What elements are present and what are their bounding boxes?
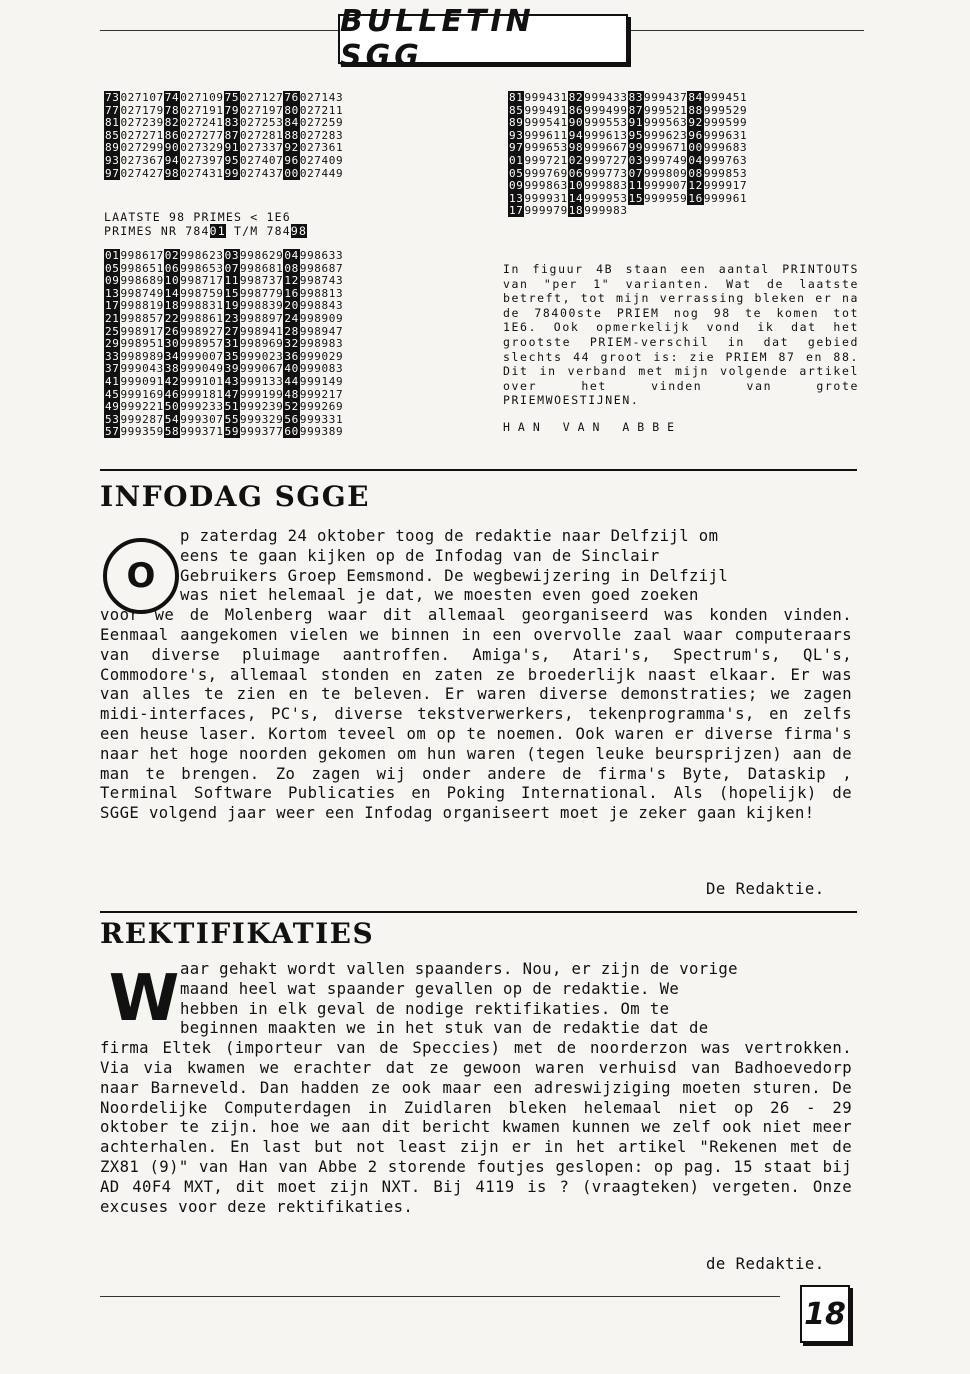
prime-value: 998717	[180, 274, 224, 288]
prime-value: 999623	[644, 128, 688, 142]
prime-index: 09	[509, 179, 524, 193]
prime-value: 998983	[299, 337, 344, 351]
prime-index: 79	[224, 103, 240, 117]
prime-index: 75	[224, 91, 240, 104]
prime-index: 03	[628, 153, 644, 167]
prime-index: 90	[568, 116, 584, 130]
prime-index: 12	[688, 179, 703, 193]
prime-value: 027427	[120, 166, 164, 180]
prime-value: 027431	[180, 166, 224, 180]
prime-value: 999863	[524, 179, 568, 193]
prime-value: 027239	[120, 116, 164, 130]
prime-index: 45	[105, 387, 120, 401]
prime-value: 998927	[180, 324, 224, 338]
prime-index: 39	[224, 362, 240, 376]
prime-index: 96	[284, 153, 299, 167]
printout-top-left	[104, 92, 343, 180]
prime-value: 999007	[180, 349, 224, 363]
prime-index: 21	[105, 311, 120, 325]
prime-value: 999091	[120, 374, 164, 388]
prime-index: 15	[224, 286, 240, 300]
prime-value: 998617	[120, 249, 164, 262]
prime-value: 027253	[240, 116, 284, 130]
prime-index: 51	[224, 400, 240, 414]
prime-index: 91	[224, 141, 240, 155]
figure-note-author: HAN VAN ABBE	[503, 419, 683, 434]
prime-value: 998917	[120, 324, 164, 338]
prime-value: 999101	[180, 374, 224, 388]
prime-value: 999239	[240, 400, 284, 414]
prime-index: 59	[224, 425, 240, 439]
prime-index: 10	[164, 274, 180, 288]
prime-index: 84	[688, 91, 703, 104]
prime-value: 999541	[524, 116, 568, 130]
prime-index: 32	[284, 337, 299, 351]
prime-index: 53	[105, 412, 120, 426]
prime-index: 23	[224, 311, 240, 325]
prime-value: 027281	[240, 128, 284, 142]
infodag-signature: De Redaktie.	[706, 880, 825, 898]
prime-index: 02	[164, 249, 180, 262]
prime-index: 01	[105, 249, 120, 262]
prime-index: 34	[164, 349, 180, 363]
prime-index: 18	[568, 204, 584, 218]
prime-value: 999377	[240, 425, 284, 439]
prime-value: 998831	[180, 299, 224, 313]
prime-value: 027211	[299, 103, 344, 117]
prime-index: 85	[509, 103, 524, 117]
prime-index: 94	[164, 153, 180, 167]
prime-index: 19	[224, 299, 240, 313]
prime-index: 91	[628, 116, 644, 130]
prime-value: 999763	[703, 153, 748, 167]
prime-index: 20	[284, 299, 299, 313]
prime-value: 999773	[584, 166, 628, 180]
prime-index: 58	[164, 425, 180, 439]
prime-value: 998653	[180, 261, 224, 275]
prime-index: 92	[688, 116, 703, 130]
prime-index: 36	[284, 349, 299, 363]
prime-value: 998759	[180, 286, 224, 300]
prime-value: 027407	[240, 153, 284, 167]
prime-value: 999907	[644, 179, 688, 193]
prime-value: 999221	[120, 400, 164, 414]
prime-value: 999883	[584, 179, 628, 193]
printout-row	[104, 426, 343, 439]
prime-value: 999979	[524, 204, 568, 218]
prime-value: 027409	[299, 153, 344, 167]
prime-index: 82	[568, 91, 584, 104]
prime-index: 55	[224, 412, 240, 426]
prime-index: 85	[105, 128, 120, 142]
rektifikaties-body: aar gehakt wordt vallen spaanders. Nou, er zijn de vorige maand heel wat spaander gevallen op de redaktie. We hebben in elk geval de nodige rektifikaties. Om te beginnen maakten we in het stuk van de redaktie dat de firma Eltek (importeur van de Speccies) met de noorderzon was vertrokken. Via via kwamen we erachter dat ze gewoon waren verhuisd van Badhoevedorp naar Barneveld. Dan hadden ze ook maar een adreswijziging moeten sturen. De Noordelijke Computerdagen in Zuidlaren bleken helemaal niet op 26 - 29 oktober te zijn. hoe we aan dit bericht kwamen kunnen we zelf ook niet meer achterhalen. En last but not least zijn er in het artikel "Rekenen met de ZX81 (9)" van Han van Abbe 2 storende foutjes geslopen: op pag. 15 staat bij AD 40F4 MXT, dit moet zijn NXT. Bij 4119 is ? (vraagteken) vergeten. Onze excuses voor deze rektifikaties.	[100, 960, 852, 1216]
prime-value: 999671	[644, 141, 688, 155]
prime-value: 999769	[524, 166, 568, 180]
prime-value: 999653	[524, 141, 568, 155]
caption-line-2: PRIMES NR 78401 T/M 78498	[104, 224, 308, 238]
rektifikaties-dropcap: W	[108, 962, 180, 1036]
prime-value: 999133	[240, 374, 284, 388]
prime-index: 93	[509, 128, 524, 142]
prime-index: 27	[224, 324, 240, 338]
prime-index: 06	[568, 166, 584, 180]
prime-value: 999359	[120, 425, 164, 439]
prime-value: 027241	[180, 116, 224, 130]
prime-value: 999491	[524, 103, 568, 117]
header-rule-right	[624, 30, 864, 31]
prime-index: 08	[688, 166, 703, 180]
prime-index: 47	[224, 387, 240, 401]
prime-value: 999721	[524, 153, 568, 167]
prime-index: 78	[164, 103, 180, 117]
prime-value: 999329	[240, 412, 284, 426]
prime-index: 86	[568, 103, 584, 117]
prime-index: 98	[568, 141, 584, 155]
prime-index: 73	[105, 91, 120, 104]
prime-index: 81	[509, 91, 524, 104]
prime-value: 998857	[120, 311, 164, 325]
prime-value: 999269	[299, 400, 344, 414]
prime-index: 33	[105, 349, 120, 363]
prime-index: 10	[568, 179, 584, 193]
prime-value: 027299	[120, 141, 164, 155]
printout-bottom-left	[104, 250, 343, 439]
prime-value: 999809	[644, 166, 688, 180]
prime-value: 998687	[299, 261, 344, 275]
prime-index: 46	[164, 387, 180, 401]
prime-index: 15	[628, 191, 644, 205]
prime-index: 22	[164, 311, 180, 325]
prime-index: 96	[688, 128, 703, 142]
prime-value: 999983	[584, 204, 628, 218]
prime-value: 999961	[703, 191, 748, 205]
prime-index: 16	[284, 286, 299, 300]
prime-index: 13	[509, 191, 524, 205]
prime-index: 43	[224, 374, 240, 388]
prime-value: 027367	[120, 153, 164, 167]
prime-value: 999169	[120, 387, 164, 401]
prime-value: 999389	[299, 425, 344, 439]
prime-value: 999931	[524, 191, 568, 205]
prime-index: 82	[164, 116, 180, 130]
prime-index: 87	[224, 128, 240, 142]
prime-value: 998861	[180, 311, 224, 325]
prime-value: 027397	[180, 153, 224, 167]
prime-index: 06	[164, 261, 180, 275]
prime-index: 77	[105, 103, 120, 117]
prime-value: 027191	[180, 103, 224, 117]
prime-index: 98	[164, 166, 180, 180]
prime-value: 999553	[584, 116, 628, 130]
prime-value: 999287	[120, 412, 164, 426]
prime-value: 998909	[299, 311, 344, 325]
prime-value: 998681	[240, 261, 284, 275]
prime-index: 48	[284, 387, 299, 401]
prime-value: 998743	[299, 274, 344, 288]
prime-index: 11	[628, 179, 644, 193]
prime-value: 027271	[120, 128, 164, 142]
prime-value: 998629	[240, 249, 284, 262]
prime-index: 83	[224, 116, 240, 130]
prime-index: 87	[628, 103, 644, 117]
prime-value: 999727	[584, 153, 628, 167]
prime-value: 027259	[299, 116, 344, 130]
prime-value: 998819	[120, 299, 164, 313]
prime-index: 04	[284, 249, 299, 262]
prime-value: 027127	[240, 91, 284, 104]
prime-index: 60	[284, 425, 299, 439]
prime-value: 999307	[180, 412, 224, 426]
prime-value: 999611	[524, 128, 568, 142]
page-number: 18	[800, 1285, 850, 1343]
prime-value: 999083	[299, 362, 344, 376]
prime-index: 17	[105, 299, 120, 313]
prime-index: 03	[224, 249, 240, 262]
prime-value: 999451	[703, 91, 748, 104]
prime-index: 81	[105, 116, 120, 130]
prime-value: 999613	[584, 128, 628, 142]
prime-value: 998813	[299, 286, 344, 300]
prime-index: 01	[509, 153, 524, 167]
prime-value: 999683	[703, 141, 748, 155]
prime-index: 35	[224, 349, 240, 363]
prime-value: 999959	[644, 191, 688, 205]
prime-value: 999521	[644, 103, 688, 117]
prime-index: 44	[284, 374, 299, 388]
prime-index: 05	[509, 166, 524, 180]
prime-index: 37	[105, 362, 120, 376]
prime-value: 999529	[703, 103, 748, 117]
prime-value: 999181	[180, 387, 224, 401]
prime-index: 97	[105, 166, 120, 180]
printout-caption	[104, 210, 307, 238]
prime-value: 999043	[120, 362, 164, 376]
printout-top-right	[508, 92, 747, 218]
prime-value: 998989	[120, 349, 164, 363]
prime-index: 54	[164, 412, 180, 426]
prime-value: 999049	[180, 362, 224, 376]
prime-index: 56	[284, 412, 299, 426]
prime-index: 89	[105, 141, 120, 155]
prime-value: 027107	[120, 91, 164, 104]
prime-value: 999437	[644, 91, 688, 104]
prime-value: 999631	[703, 128, 748, 142]
prime-index: 74	[164, 91, 180, 104]
rektifikaties-title: REKTIFIKATIES	[100, 917, 375, 950]
section-divider	[100, 469, 857, 471]
prime-value: 999563	[644, 116, 688, 130]
prime-index: 76	[284, 91, 299, 104]
prime-value: 027109	[180, 91, 224, 104]
infodag-body: p zaterdag 24 oktober toog de redaktie naar Delfzijl om eens te gaan kijken op de Infodag van de Sinclair Gebruikers Groep Eemsmond. De wegbewijzering in Delfzijl was niet helemaal je dat, we moesten even goed zoeken voor we de Molenberg waar dit allemaal georganiseerd was konden vinden. Eenmaal aangekomen vielen we binnen in een overvolle zaal waar computeraars van diverse pluimage aantroffen. Amiga's, Atari's, Spectrum's, QL's, Commodore's, allemaal stonden en zaten ze broederlijk naast elkaar. Er was van alles te zien en te beleven. Er waren diverse demonstraties; we zagen midi-interfaces, PC's, diverse tekstverwerkers, tekenprogramma's, en zelfs een heuse laser. Kortom teveel om op te noemen. Ook waren er diverse firma's naar het hoge noorden gekomen om hun waren (tegen leuke beursprijzen) aan de man te brengen. Zo zagen wij onder andere de firma's Byte, Dataskip , Terminal Software Publicaties en Poking International. Als (hopelijk) de SGGE volgend jaar weer een Infodag organiseert moet je zeker gaan kijken!	[100, 527, 852, 823]
prime-value: 999431	[524, 91, 568, 104]
prime-value: 998651	[120, 261, 164, 275]
prime-index: 24	[284, 311, 299, 325]
prime-value: 999433	[584, 91, 628, 104]
prime-value: 998941	[240, 324, 284, 338]
prime-index: 90	[164, 141, 180, 155]
prime-value: 999067	[240, 362, 284, 376]
prime-value: 998689	[120, 274, 164, 288]
prime-index: 52	[284, 400, 299, 414]
prime-value: 027449	[299, 166, 344, 180]
prime-index: 08	[284, 261, 299, 275]
prime-index: 00	[284, 166, 299, 180]
prime-index: 11	[224, 274, 240, 288]
prime-value: 999749	[644, 153, 688, 167]
footer-rule	[100, 1296, 780, 1297]
prime-value: 999029	[299, 349, 344, 363]
rektifikaties-signature: de Redaktie.	[706, 1255, 825, 1273]
prime-index: 26	[164, 324, 180, 338]
prime-index: 13	[105, 286, 120, 300]
prime-value: 027143	[299, 91, 344, 104]
prime-index: 89	[509, 116, 524, 130]
prime-value: 027197	[240, 103, 284, 117]
infodag-dropcap: O	[103, 538, 179, 614]
prime-index: 14	[164, 286, 180, 300]
prime-index: 42	[164, 374, 180, 388]
prime-value: 027283	[299, 128, 344, 142]
prime-value: 998957	[180, 337, 224, 351]
prime-value: 998633	[299, 249, 344, 262]
prime-value: 999149	[299, 374, 344, 388]
prime-index: 30	[164, 337, 180, 351]
prime-value: 027337	[240, 141, 284, 155]
prime-index: 92	[284, 141, 299, 155]
prime-value: 998969	[240, 337, 284, 351]
prime-index: 95	[628, 128, 644, 142]
prime-value: 998839	[240, 299, 284, 313]
prime-index: 99	[224, 166, 240, 180]
prime-value: 998623	[180, 249, 224, 262]
section-divider-2	[100, 911, 857, 913]
prime-value: 998947	[299, 324, 344, 338]
prime-index: 49	[105, 400, 120, 414]
prime-value: 999331	[299, 412, 344, 426]
infodag-title: INFODAG SGGE	[100, 480, 371, 513]
header-rule-left	[100, 30, 338, 31]
prime-index: 99	[628, 141, 644, 155]
prime-index: 94	[568, 128, 584, 142]
prime-value: 999499	[584, 103, 628, 117]
prime-index: 00	[688, 141, 703, 155]
prime-value: 998779	[240, 286, 284, 300]
prime-index: 25	[105, 324, 120, 338]
prime-index: 17	[509, 204, 524, 218]
prime-index: 31	[224, 337, 240, 351]
prime-index: 84	[284, 116, 299, 130]
prime-value: 027437	[240, 166, 284, 180]
prime-value: 998951	[120, 337, 164, 351]
prime-index: 88	[284, 128, 299, 142]
printout-row	[104, 168, 343, 181]
prime-value: 999233	[180, 400, 224, 414]
prime-index: 07	[224, 261, 240, 275]
caption-line-1: LAATSTE 98 PRIMES < 1E6	[104, 210, 291, 224]
prime-value: 998737	[240, 274, 284, 288]
prime-index: 02	[568, 153, 584, 167]
prime-value: 999667	[584, 141, 628, 155]
prime-index: 93	[105, 153, 120, 167]
prime-value: 999917	[703, 179, 748, 193]
prime-index: 41	[105, 374, 120, 388]
prime-value: 998749	[120, 286, 164, 300]
prime-index: 86	[164, 128, 180, 142]
prime-index: 38	[164, 362, 180, 376]
prime-index: 29	[105, 337, 120, 351]
prime-index: 80	[284, 103, 299, 117]
prime-index: 83	[628, 91, 644, 104]
figure-note-text: In figuur 4B staan een aantal PRINTOUTS van "per 1" varianten. Wat de laatste betreft, tot mijn verrassing bleken er na de 78400ste PRIEM nog 98 te komen tot 1E6. Ook opmerkelijk vond ik dat het grootste PRIEM-verschil in dat gebied slechts 44 groot is: zie PRIEM 87 en 88. Dit in verband met mijn volgende artikel over het vinden van grote PRIEMWOESTIJNEN.	[503, 262, 859, 408]
masthead-logo: BULLETIN SGG	[338, 14, 628, 64]
prime-index: 88	[688, 103, 703, 117]
prime-value: 999853	[703, 166, 748, 180]
prime-value: 027361	[299, 141, 344, 155]
prime-value: 998843	[299, 299, 344, 313]
prime-index: 12	[284, 274, 299, 288]
prime-index: 40	[284, 362, 299, 376]
prime-value: 999023	[240, 349, 284, 363]
prime-index: 16	[688, 191, 703, 205]
prime-index: 28	[284, 324, 299, 338]
figure-note	[503, 262, 859, 435]
prime-value: 999217	[299, 387, 344, 401]
prime-index: 95	[224, 153, 240, 167]
prime-value: 999371	[180, 425, 224, 439]
prime-value: 999953	[584, 191, 628, 205]
prime-value: 027277	[180, 128, 224, 142]
prime-index: 57	[105, 425, 120, 439]
prime-index: 50	[164, 400, 180, 414]
prime-value: 027329	[180, 141, 224, 155]
prime-index: 14	[568, 191, 584, 205]
printout-row	[508, 205, 747, 218]
prime-index: 97	[509, 141, 524, 155]
prime-index: 04	[688, 153, 703, 167]
prime-value: 027179	[120, 103, 164, 117]
prime-index: 18	[164, 299, 180, 313]
prime-index: 07	[628, 166, 644, 180]
prime-index: 09	[105, 274, 120, 288]
prime-value: 998897	[240, 311, 284, 325]
prime-value: 999199	[240, 387, 284, 401]
prime-index: 05	[105, 261, 120, 275]
prime-value: 999599	[703, 116, 748, 130]
